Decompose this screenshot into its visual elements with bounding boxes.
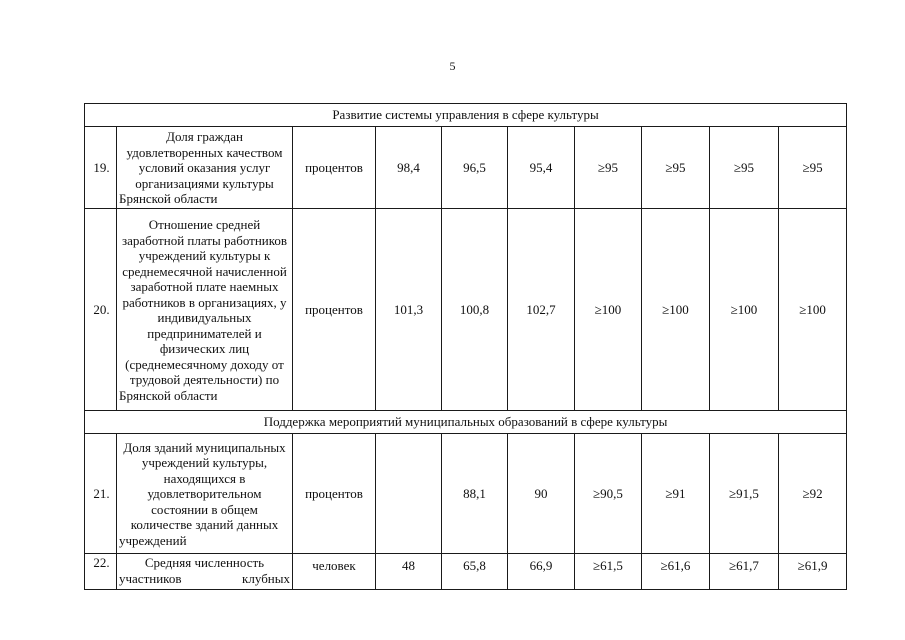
value-cell: 96,5 xyxy=(442,127,508,209)
value-cell: 102,7 xyxy=(508,209,575,411)
section-row xyxy=(85,104,847,127)
table-row xyxy=(85,209,847,411)
indicators-table xyxy=(84,103,847,590)
row-number: 22. xyxy=(85,554,117,590)
value-cell: 65,8 xyxy=(442,554,508,590)
value-cell: ≥100 xyxy=(779,209,847,411)
row-number: 21. xyxy=(85,434,117,554)
value-cell: ≥92 xyxy=(779,434,847,554)
value-cell: 88,1 xyxy=(442,434,508,554)
value-cell: ≥95 xyxy=(575,127,642,209)
value-cell: ≥91,5 xyxy=(710,434,779,554)
row-number: 20. xyxy=(85,209,117,411)
value-cell: 95,4 xyxy=(508,127,575,209)
indicator-description: Доля граждан удовлетворенных качеством условий оказания услуг организациями культуры Брянской области xyxy=(117,127,293,209)
page-number: 5 xyxy=(449,59,456,73)
value-cell: 98,4 xyxy=(376,127,442,209)
value-cell: ≥61,6 xyxy=(642,554,710,590)
value-cell: ≥95 xyxy=(642,127,710,209)
value-cell: ≥61,5 xyxy=(575,554,642,590)
section-title: Поддержка мероприятий муниципальных образований в сфере культуры xyxy=(85,411,847,434)
value-cell: ≥91 xyxy=(642,434,710,554)
indicator-description: Доля зданий муниципальных учреждений культуры, находящихся в удовлетворительном состоянии в общем количестве зданий данных учреждений xyxy=(117,434,293,554)
value-cell: 48 xyxy=(376,554,442,590)
value-cell: ≥95 xyxy=(710,127,779,209)
value-cell xyxy=(376,434,442,554)
section-row xyxy=(85,411,847,434)
value-cell: ≥90,5 xyxy=(575,434,642,554)
value-cell: ≥100 xyxy=(642,209,710,411)
value-cell: ≥95 xyxy=(779,127,847,209)
value-cell: ≥61,7 xyxy=(710,554,779,590)
unit-cell: человек xyxy=(293,554,376,590)
value-cell: ≥100 xyxy=(710,209,779,411)
indicator-description: Средняя численность участников клубных xyxy=(117,554,293,590)
value-cell: 66,9 xyxy=(508,554,575,590)
value-cell: ≥61,9 xyxy=(779,554,847,590)
table-row xyxy=(85,554,847,590)
value-cell: 101,3 xyxy=(376,209,442,411)
table-row xyxy=(85,434,847,554)
row-number: 19. xyxy=(85,127,117,209)
section-title: Развитие системы управления в сфере культуры xyxy=(85,104,847,127)
unit-cell: процентов xyxy=(293,127,376,209)
table-row xyxy=(85,127,847,209)
value-cell: ≥100 xyxy=(575,209,642,411)
indicator-description: Отношение средней заработной платы работников учреждений культуры к среднемесячной начисленной заработной плате наемных работников в организациях, у индивидуальных предпринимателей и физических лиц (среднемесячному доходу от трудовой деятельности) по Брянской области xyxy=(117,209,293,411)
value-cell: 90 xyxy=(508,434,575,554)
value-cell: 100,8 xyxy=(442,209,508,411)
unit-cell: процентов xyxy=(293,209,376,411)
unit-cell: процентов xyxy=(293,434,376,554)
